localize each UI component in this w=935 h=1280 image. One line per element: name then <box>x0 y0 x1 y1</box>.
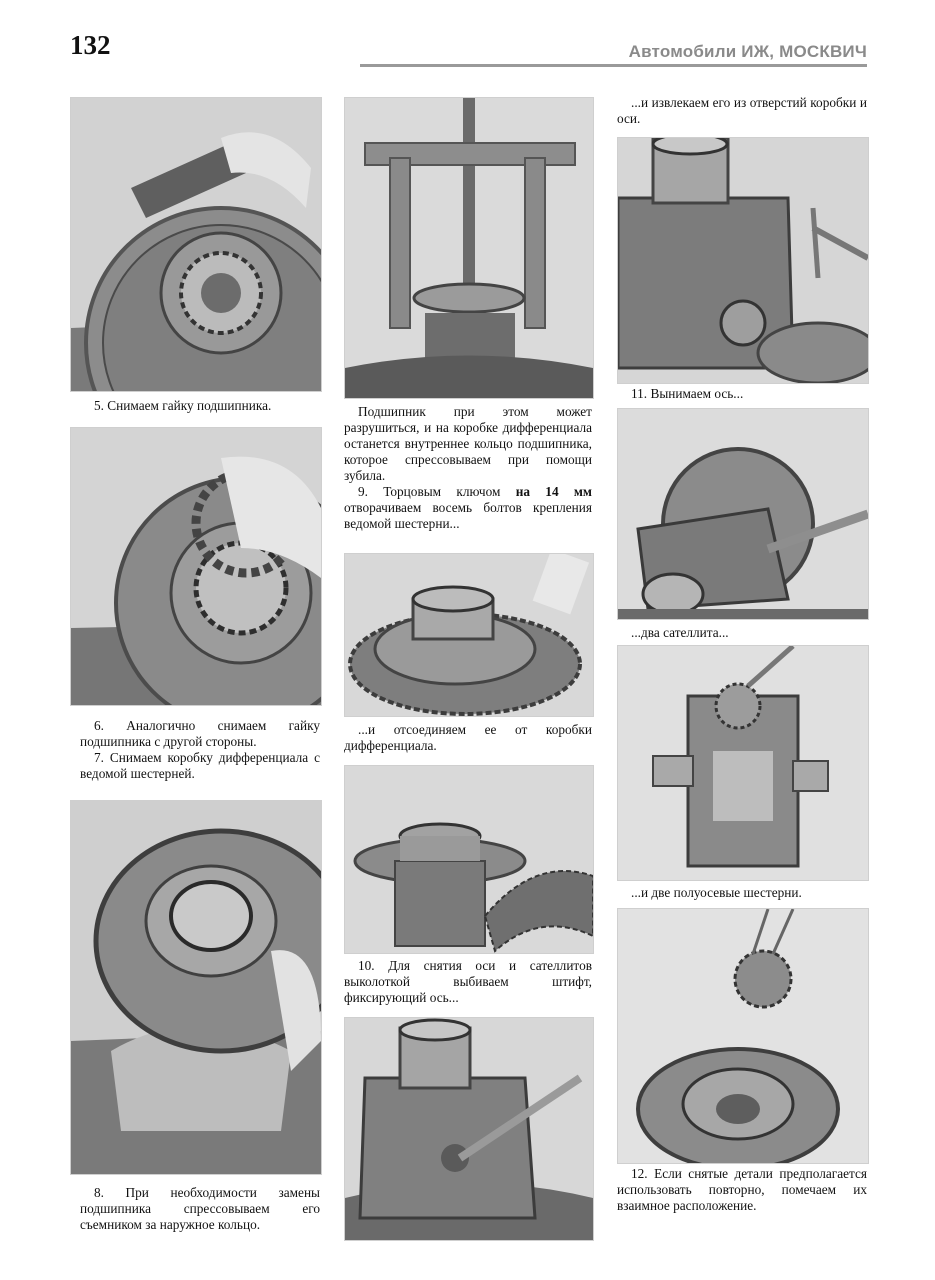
caption-step-11: 11. Вынимаем ось... <box>631 386 744 401</box>
caption-bearing-9: Подшипник при этом может разрушиться, и на коробке дифференциала останется внутреннее кольцо подшипника, которое спрессовываем при помощи зубила. 9. Торцовым ключом на 14 мм отворачиваем восемь болтов крепления ведомой шестерни... <box>344 404 592 531</box>
caption-extract: ...и извлекаем его из отверстий коробки и оси. <box>617 95 867 126</box>
book-title: Автомобили ИЖ, МОСКВИЧ <box>628 42 867 61</box>
photo-side-gears <box>617 908 869 1164</box>
photo-remove-axle <box>617 408 869 620</box>
photo-satellites <box>617 645 869 881</box>
caption-two-side-gears: ...и две полуосевые шестерни. <box>631 885 802 900</box>
caption-step-8: 8. При необходимости замены подшипника спрессовываем его съемником за наружное кольцо. <box>80 1185 320 1232</box>
photo-driven-gear-bolts <box>344 553 594 717</box>
caption-step-12: 12. Если снятые детали предполагается использовать повторно, помечаем их взаимное расположение. <box>617 1166 867 1213</box>
photo-step-8-puller <box>70 800 322 1175</box>
caption-step-10: 10. Для снятия оси и сателлитов выколоткой выбиваем штифт, фиксирующий ось... <box>344 958 592 1005</box>
page-header <box>70 28 867 64</box>
caption-two-satellites: ...два сателлита... <box>631 625 729 640</box>
photo-step-5-bearing-nut <box>70 97 322 392</box>
caption-step-5: 5. Снимаем гайку подшипника. <box>94 398 272 413</box>
photo-axle-hole <box>617 137 869 384</box>
photo-step-6-other-side <box>70 427 322 706</box>
header-rule <box>360 64 867 67</box>
page-number: 132 <box>70 30 111 60</box>
photo-bearing-puller <box>344 97 594 399</box>
caption-detach: ...и отсоединяем ее от коробки дифференциала. <box>344 722 592 753</box>
caption-step-6-7: 6. Аналогично снимаем гайку подшипника с другой стороны. 7. Снимаем коробку дифференциала с ведомой шестерней. <box>80 718 320 781</box>
photo-pin-drift <box>344 1017 594 1241</box>
photo-gear-detached <box>344 765 594 954</box>
